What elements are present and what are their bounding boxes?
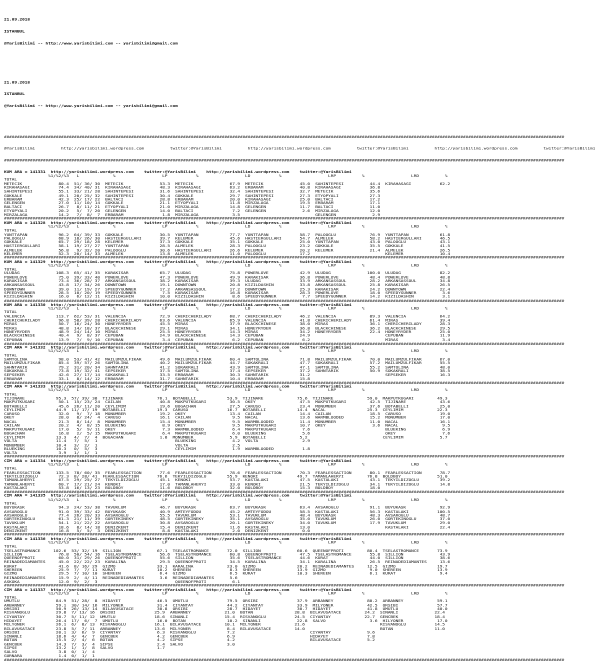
table-row: CEYLIMIM 44.9 11/ 17/ 19 BOTABELLI 19.3 CARUSO 16.7 BOTABELLI 14.4 NACAL 25.3 CEYLIMIM 22.3 (4, 408, 448, 413)
table-row: CEYLIMIM 13.3 4/ 7/ 4 BOGACHAN 1.8 MONUMBER 5.9 BOTABELLI 5.2 CEYLIMIM 5.7 (4, 436, 448, 440)
table-row: SALVO 3.8 0/ 1/ 4 (4, 650, 95, 655)
column-header: %1/%2/%3 L % LP % LD % LRP % LRD % (4, 463, 448, 468)
table-row: BLUEKING 10.3 0/ 5/ 3 CEYLIMIM 1.9 WARMBLOODED 1.8 (4, 447, 311, 452)
table-row: CARUSO 32.0 9/ 7/ 18 MONUMBER 19.2 OKEY 13.4 CAILAN 14.4 CAILAN 18.5 CARUSO 19.0 (4, 412, 451, 417)
table-row: POWERLOVE 75.0 39/ 33/ 40 POWERLOVE 47.3 POWERLOVE 49.9 KARAKISAR 36.8 POWERLOVE 48.4 POWERLOVE 48.8 (4, 276, 451, 280)
table-row: ARKANSASSOUL 43.8 17/ 34/ 26 DOWNTOWN 19.1 DOWNTOWN 20.8 KIZILDASHIN 33.8 ARKANSASSOUL 25.8 KARAKISAR 26.5 (4, 283, 451, 288)
table-row: TOTAL (4, 178, 17, 183)
table-row: PALOOGLU 68.9 18/ 26/ 30 HASTIERGULLARI 39.7 KELEMER 45.6 HASTIERGULLARI 54.7 ALMELEK 58.2 HASTIERGULLARI 46.5 (4, 237, 451, 241)
table-row: SINANLI 18.6 4/ 4/ 7 GENCBEK 4.2 GENCBEK 6.9 HIDAYET 7.8 (4, 635, 375, 639)
table-row: TOTAL (4, 268, 17, 273)
table-row: REINADEDIAMANTES 15.9 2/ 4/ 11 REINADEDIAMANTES 3.6 REINADEDIAMANTES 5.6 (4, 576, 238, 581)
race-list (4, 170, 565, 663)
column-header: %1/%2/%3 L % LP % LD % LRP % LRD % (4, 225, 448, 230)
race-block (4, 346, 565, 386)
table-row: SAMTOLINA 98.0 53/ 41/ 42 MAILUMZULFIKAR 49.6 MAILUMZULFIKAR 60.4 SAMTOLINA 71.8 MAILUMZULFIKAR 70.0 MAILUMZULFIKAR 67.0 (4, 358, 451, 362)
race-title: CIM ARA = 141332 http://yarisbilimi.wordpress.com twitter:@YarisBilimi http://yarisbilimi.wordpress.com twitter:@YarisBilimi (4, 346, 352, 351)
race-block (4, 385, 565, 460)
table-row: AVSAROGLU 91.0 39/ 33/ 42 BUYUKASK 40.9 AMTEYFODOU 45.2 AMTEYFODOU 58.5 KASTALAKI 56.3 KASTALAKI 100.5 (4, 510, 451, 514)
table-row: VOLTA 11.4 7/ 5/ 1 BLUEKING 4.2 VOLTA 2.9 (4, 440, 311, 444)
table-row: GURNARA 1.4 0/ 1/ 1 (4, 654, 95, 659)
rule-line: ######################################################################################################################################################################################################################## (4, 342, 565, 347)
table-row: BLACKCHINESE 40.4 9/ 8/ 37 CEPUBAN 24.9 BLACKCHINESE 14.3 CEPUBAN 24.9 CEPUBAN 11.9 (4, 334, 451, 339)
table-row: HIDAYET 26.4 17/ 6/ 7 UMUTLU 16.0 BOTAN 10.2 SINANLI 22.8 SALVO 3.6 HILYONER 17.0 (4, 619, 448, 624)
table-row: RISVANOGLU 29.8 7/ 13/ 16 ORSIBI 25.9 ARBANNEY 21.0 BOTAN 28.8 BILAVUSATACE 24.2 SINANLI 22.4 (4, 611, 445, 616)
table-row: MAKPUTKUGARI 50.1 15/ 23/ 24 CAILAN 40.8 MAKPUTKUGARI 30.5 OKEY 47.5 MAKPUTKUGARI 42.5 TIJINARE 43.6 (4, 401, 451, 405)
table-row: ORSIBI 20.1 3/ 6/ 9 CIYANTAY 6.3 RISVANOGLU 7.2 CIYANTAY 9.6 (4, 631, 375, 635)
table-row: GIZMO 29.5 7/ 10/ 10 SHEREEN 6.4 GIZMO 6.5 KURAT 10.3 SHEREEN 6.1 KURAT 9.4 (4, 572, 448, 577)
table-row: BOGACHAN 16.8 2/ 5/ 15 MAKPUTKUGARI 6.4 MAKPUTKUGARI 6.0 BLUEKING 5.6 OKEY 7.6 (4, 432, 451, 436)
table-row: TOTAL (4, 229, 17, 234)
table-row: BUYUKASK 94.3 24/ 53/ 38 TAVUKLUM 46.7 BUYUKASK 63.7 BUYUKASK 63.4 AVSAROGLU 91.1 BUYUKASK 92.9 (4, 506, 451, 511)
table-row: TEKYILDIZOGLU 72.3 8/ 28/ 41 FEARLESSACTION 76.6 TEKYILDIZOGLU 55.9 KENOKI 49.7 TAMANLAHERYI 76.8 BOLDBOY 51.0 (4, 475, 448, 479)
race-title: CIM ARA = 141333 http://yarisbilimi.wordpress.com twitter:@YarisBilimi http://yarisbilimi.wordpress.com twitter:@YarisBilimi (4, 385, 352, 390)
table-row: KIRAHASAGI 74.4 34/ 40/ 31 KIRAHASAGI 48.3 KIRAHASAGI 63.2 ERBARAM 40.8 KIRAHASAGI 36.8 (4, 186, 381, 191)
table-row: TSELASTROMANCE 102.6 53/ 32/ 19 SILLION 67.1 TSELASTROMANCE 72.0 SILLION 60.6 QUEENOFPROTI 80.4 TSELASTROMANCE 73.9 (4, 549, 448, 553)
table-row: TOTAL (4, 393, 17, 397)
header-credit: @YarisBilimi -- http://www.yarisbilimi.com -- yarisbilimi@gmail.com (4, 42, 178, 46)
rule-line: ######################################################################################################################################################################################################################## (4, 584, 565, 589)
table-row: MIRAS 48.8 14/ 18/ 37 BLACKCHINESE 29.1 MIRAS 34.1 HONEYRYDER 36.8 BLACKCHINESE 36.2 BLACKCHINESE 29.5 (4, 326, 451, 331)
table-row: HASTIERGULLARI 58.1 19/ 27/ 27 YUNTTAPAN 28.5 ALMELEK 28.3 PALOOGLU 23.2 GOKKALE 35.5 GOKKALE 41.5 (4, 244, 451, 249)
table-row: SOKAKRALI 73.8 19/ 32/ 41 SEPSEKER 37.5 SAMTOLINA 37.4 SEPSEKER 37.2 SAHNTARIK 50.9 SOKAKRALI 38.5 (4, 369, 451, 374)
rule-line: ######################################################################################################################################################################################################################## (4, 217, 565, 222)
column-header: %1/%2/%3 L % LP % LD % LRP % LRD % (4, 389, 448, 394)
table-row: KURAT 41.6 8/ 16/ 29 GIZMO 33.1 KARALINA 23.0 GIZMO 20.2 REINADEDIAMANTES 12.5 GIZMO 19.7 (4, 564, 448, 569)
table-row: REINADEDIAMANTES 45.0 22/ 22/ 23 KARALINA 29.5 QUEENOFPROTI 34.5 KARALINA 34.1 KARALINA 26.5 REINADEDIAMANTES 13.6 (4, 561, 451, 565)
table-row: BOTAN 15.5 2/ 4/ 6 BOTAN 4.2 SIPSE 4.2 BILAVUSATACE 5.2 (4, 639, 375, 643)
spacer (4, 62, 525, 66)
table-row: KIZILDASHIN 16.0 6/ 12/ 11 KIZILDASHIN 10.0 KIZILDASHIN 8.6 SPEEDYGUNNER 7.7 SPEEDYGUNNER 14.2 KIZILDASHIN 3.1 (4, 295, 451, 300)
table-row: MAKPUTKUGARI 17.0 5/ 9/ 11 OKEY 7.3 WARMBLOODED 6.4 MAKPUTKUGARI 7.6 BLUEKING 6.9 (4, 428, 451, 433)
table-row: BALTACI 26.7 8/ 11/ 21 ETYOPYALI 21.0 MIRZALAGA 14.8 GELENGEN 11.7 BALTACI 11.0 (4, 205, 381, 210)
table-row: SAHNTARIK 79.2 31/ 20/ 34 SAHNTARIK 41.2 SOKAKRALI 43.9 SAMTOLINA 47.1 SAMTOLINA 55.2 SAMTOLINA 48.0 (4, 365, 451, 370)
table-row: ARBANNEY 59.1 30/ 14/ 16 MILYONER 31.4 CIYANTAY 44.2 CIYANTAY 33.9 MILYONER 42.5 ORSIBI 57.7 (4, 603, 448, 608)
table-row: ASKOKA 12.0 9/ 2/ 3 QUEENOFPROTI 6.1 (4, 580, 240, 585)
table-row: OKEY 28.0 8/ 24/ 4 CARUSO 16.1 CAILAN 9.5 NACAL 13.6 WARMBLOODED 15.2 MONUMBER 17.0 (4, 416, 451, 421)
column-header: %1/%2/%3 L % LP % LD % LRP % LRD % (4, 350, 448, 354)
table-row: BILAVUSATACE 23.8 5/ 7/ 11 ARBANNEY 13.6 MILYONER 8.4 BILAVUSATACE 14.0 BOTAN 11.0 (4, 627, 445, 632)
table-row: UMUTLU 84.9 51/ 28/ 8 HIDAYET 46.5 UMUTLU 79.5 ORSIBI 37.9 ARBANNEY 80.2 ARBANNEY 59.1 (4, 600, 448, 604)
race-title: KUM ARA = 141329 http://yarisbilimi.wordpress.com twitter:@YarisBilimi http://yarisbilimi.wordpress.com twitter:@YarisBilimi (4, 260, 352, 265)
table-row: HONEYRYDER 48.9 24/ 14/ 10 MIRAS 25.5 HONEYRYDER 14.3 MIRAS 34.2 HONEYRYDER 22.4 HONEYRYDER 25.0 (4, 330, 451, 335)
race-title: CIM ARA = 141336 http://yarisbilimi.wordpress.com twitter:@YarisBilimi http://yarisbilimi.wordpress.com twitter:@YarisBilimi (4, 537, 352, 542)
table-row: KARAKISAR 73.4 36/ 28/ 37 ARKANSASSOUL 38.2 KARAKISAR 39.3 ULUDAG 33.9 ARKANSASSOUL 28.2 ARKANSASSOUL 34.8 (4, 280, 451, 284)
table-row: METECIK 80.4 51/ 36/ 30 METECIK 53.3 METECIK 67.9 METECIK 45.0 SAHINTEPESI 44.4 KIRAHASAGI 62.2 (4, 182, 451, 187)
table-row: TOTAL (4, 596, 17, 600)
table-row: VALENCIA 113.7 62/ 53/ 31 VALENCIA 72.9 CHERICHERILADY 68.7 CHERICHERILADY 46.2 VALENCIA 89.3 VALENCIA 64.2 (4, 315, 451, 319)
table-row: TIJINARE 95.3 57/ 39/ 38 TIJINARE 76.1 BOTABELLI 53.9 TIJINARE 75.6 TIJINARE 59.0 MAKPUTKUGARI 49.3 (4, 397, 448, 401)
race-block (4, 537, 565, 589)
table-row: SEPSEKER 42.6 27/ 17/ 14 SOKAKRALI 33.5 ERBARAM 30.3 SAHNTARIK 31.2 SEPSEKER 16.3 (4, 373, 451, 378)
table-row: KASTALAKI 18.6 8/ 14/ 18 DENIZKENT 15.4 DENIZKENT 11.6 KASTALAKI 13.0 KASTALAKI 22.4 (4, 525, 451, 530)
table-row: NACAL 21.3 8/ 14/ 8 MONUMBER 15.4 MONUMBER 9.5 WARMBLOODED 11.4 MONUMBER 11.0 NACAL 16.1 (4, 420, 451, 425)
table-row: GORTEKINOGLU 61.3 21/ 11/ 39 GORTEKINEKY 48.5 GORTEKINEKY 35.1 AVSAROGLU 35.0 TAVUKLUM 26.0 GORTEKINOGLU 37.0 (4, 518, 451, 522)
rule-line: ######################################################################################################################################################################################################################## (4, 490, 565, 495)
race-block (4, 459, 565, 495)
table-row: SIPSE 13.2 1/ 1/ 8 SALVO 1.7 (4, 646, 165, 651)
column-header: %1/%2/%3 L % LP % LD % LRP % LRD % (4, 307, 448, 312)
table-row: QUEENOFPROTI 60.0 31/ 29/ 26 QUEENOFPROTI 55.6 SILLION 35.6 TSELASTROMANCE 44.6 KURAT 44.0 SILLION 38.6 (4, 557, 451, 561)
race-block (4, 588, 565, 663)
table-row: ERBARAM 42.3 25/ 17/ 22 BALTACI 28.8 ERBARAM 20.0 KIRAHASAGI 25.0 BALTACI 17.2 (4, 198, 381, 202)
table-row: AVSAROGLU 77.4 26/ 20/ 33 AVSAROGLU 55.5 TAVUKLUM 53.1 TAVUKLUM 48.4 BUYUKASK 48.3 AVSAROGLU 48.7 (4, 514, 451, 518)
table-row: MAILUMZULFIKAR 85.4 39/ 57/ 26 SAMTOLINA 40.2 MAILUMZULFIKAR 44.7 SOKAKRALI 47.7 SOKAKRALI 57.2 MAILUMZULFIKAR 55.5 (4, 362, 451, 366)
table-row: TOTAL (4, 354, 17, 358)
table-row: ETYOPYALI 20.2 5/ 7/ 20 GELENGEN 14.0 BALTACI 7.2 GELENGEN 2.6 MIRZALAGA 12.0 (4, 209, 381, 214)
table-row: YUNTTAPAN 96.2 64/ 39/ 33 GOKKALE 30.5 YUNTTAPAN 77.7 YUNTTAPAN 58.7 PALOOGLU 76.9 YUNTTAPAN 61.8 (4, 233, 451, 237)
rule-line: ######################################################################################################################################################################################################################## (4, 455, 565, 460)
table-row: KELEMER 52.3 20/ 14/ 33 ALMELEK 13.8 ALMELEK 11.0 PALOOGLU 17.2 KELEMER 10.4 (4, 252, 451, 257)
table-row: KASTALAKI 53.8 16/ 13/ 23 BOLDBOY 11.6 BOLDBOY 32.0 BOLDBOY 15.3 BOLDBOY 18.0 (4, 486, 381, 491)
race-block (4, 221, 565, 261)
table-row: CHERICHERILADY 96.8 58/ 39/ 28 CHERICHERILADY 63.6 VALENCIA 65.9 VALENCIA 41.8 CHERICHERILADY 61.4 MIRAS 39.4 (4, 319, 451, 323)
race-title: KUM ARA = 141331 http://yarisbilimi.wordpress.com twitter:@YarisBilimi http://yarisbilimi.wordpress.com twitter:@YarisBilimi (4, 170, 352, 175)
rule-line: ######################################################################################################################################################################################################################## (4, 159, 565, 163)
column-header: %1/%2/%3 L % LP % LD % LRP % LRD % (4, 498, 448, 503)
table-row: TAMANLAHERYI 60.7 17/ 21/ 24 KENOKI 17.0 TAMANLAHERYI 33.0 KENOKI 21.5 TEKYILDIZOGLU 34.1 TEKYILDIZOGLU 14.8 (4, 482, 451, 487)
column-header: %1/%2/%3 L % LP % LD % LRP % LRD % (4, 264, 448, 269)
table-row: SPEEDYGUNNER 28.5 10/ 20/ 19 SPEEDYGUNNER 7.5 KARAKISAR 16.8 KARAKISAR 28.3 POWERLOVE 18.0 SPEEDYGUNNER 3.6 (4, 291, 451, 296)
table-row: BOTABELLI 45.6 26/ 11/ 20 CEYLIMIM 19.6 BOGACHAN 27.5 CARUSO 23.4 MONUMBER 37.6 BOTABELLI 25.0 (4, 404, 451, 409)
document-body (4, 3, 595, 666)
header-block (4, 73, 525, 116)
header-block (4, 11, 525, 54)
table-row: SAHINTEPESI 55.1 33/ 21/ 28 SAHINTEPESI 31.6 SAHINTEPESI 32.4 SAHINTEPESI 32.7 METECIK 35.6 (4, 190, 381, 194)
table-row: CIYANTAY 30.7 5/ 11/ 12 UMUTLU 18.6 SINANLI 15.4 RISVANOGLU 24.5 CIYANTAY 22.7 GENCBEK 18.4 (4, 615, 445, 620)
header-credit: @YarisBilimi -- http://www.yarisbilimi.com -- yarisbilimi@gmail.com (4, 104, 178, 109)
table-row: ULUDAG 108.3 65/ 41/ 35 KARAKISAR 65.7 ULUDAG 75.8 POWERLOVE 42.9 ULUDAG 100.0 ULUDAG 82.2 (4, 272, 451, 276)
table-row: VOLTA 3.9 1/ 1/ 1 (4, 451, 98, 456)
header-city: ISTANBUL (4, 30, 25, 34)
rule-line: ######################################################################################################################################################################################################################## (4, 299, 565, 304)
race-block (4, 303, 565, 347)
table-row: TOTAL (4, 545, 17, 550)
table-row: GOKKALE 65.7 29/ 18/ 28 KELEMER 37.3 GOKKALE 35.1 GOKKALE 25.0 YUNTTAPAN 43.0 PALOOGLU 43.1 (4, 241, 451, 245)
rule-line: ######################################################################################################################################################################################################################## (4, 533, 565, 538)
race-title: KUM ARA = 141330 http://yarisbilimi.wordpress.com twitter:@YarisBilimi http://yarisbilimi.wordpress.com twitter:@YarisBilimi (4, 303, 352, 308)
table-row: SHEREEN 25.9 7/ 7/ 11 KURAT 10.2 SHEREEN 8.3 SHEREEN 13.9 GIZMO 9.0 SHEREEN 13.9 (4, 568, 448, 573)
column-header: %1/%2/%3 L % LP % LD % LRP % LRD % (4, 592, 448, 596)
table-row: SILLION 76.8 50/ 54/ 16 TSELASTROMANCE 56.6 TSELASTROMANCE 60.8 QUEENOFPROTI 47.5 TSELASTROMANCE 55.8 SILLION 43.9 (4, 553, 451, 557)
race-block (4, 170, 565, 222)
table-row: MIRAS 50.7 16/ 24/ 30 HONEYRYDER 45.5 MIRAS 37.9 BLACKCHINESE 38.0 MIRAS 36.1 CHERICHERILADY 28.3 (4, 322, 451, 327)
spacer (4, 124, 525, 128)
rule-line: ######################################################################################################################################################################################################################## (4, 135, 565, 140)
table-row: DOWNTOWN 39.0 11/ 19/ 27 SPEEDYGUNNER 17.2 ARKANSASSOUL 17.2 DOWNTOWN 25.3 KARAKISAR 24.2 DOWNTOWN 22.4 (4, 287, 451, 292)
table-row: FEARLESSACTION 133.5 78/ 60/ 35 FEARLESSACTION 77.6 FEARLESSACTION 78.6 FEARLESSACTION 70.3 FEARLESSACTION 80.1 FEARLESSACTION 78.7 (4, 471, 451, 475)
table-row: TOTAL (4, 502, 17, 507)
rule-line: ######################################################################################################################################################################################################################## (4, 658, 565, 663)
race-block (4, 260, 565, 304)
table-row: ALMELEK 56.8 9/ 32/ 20 PALOOGLU 30.6 HASTIERGULLARI 26.6 KELEMER 20.2 KELEMER 21.4 ALMELEK 26.5 (4, 248, 451, 253)
rule-line: ######################################################################################################################################################################################################################## (4, 381, 565, 386)
table-row: CEPUBAN 13.9 7/ 9/ 10 CEPUBAN 3.4 CEPUBAN 6.2 CEPUBAN 6.2 MIRAS 3.4 (4, 338, 451, 343)
header-date: 21.09.2018 (4, 81, 30, 85)
race-title: CIM ARA = 141335 http://yarisbilimi.wordpress.com twitter:@YarisBilimi http://yarisbilimi.wordpress.com twitter:@YarisBilimi (4, 494, 352, 499)
table-row: GENCBEK 14.3 7/ 3/ 4 SIPSE 2.4 SALVO 3.0 (4, 642, 235, 647)
section-banner: @YarisBilimi http://yarisbilimi.wordpress.com twitter:@YarisBilimi http://yarisbilimi.wordpress.com twitter:@YarisBilimi http://yarisbilimi.wordpress.com twitter:@YarisBilimi (4, 147, 595, 152)
header-city: ISTANBUL (4, 92, 25, 97)
table-row: TOTAL (4, 467, 17, 472)
table-row: CAILAN 20.2 4/ 8/ 15 BLUEKING 8.9 OKEY 9.5 MAKPUTKUGARI 10.7 OKEY 3.6 NACAL 9.5 (4, 424, 451, 429)
table-row: ORSIBI 50.9 26/ 13/ 14 BILAVUSATACE 30.8 ORSIBI 28.7 HIDAYET 30.7 HIDAYET 41.8 UMUTLU 40.0 (4, 607, 448, 612)
rule-line: ######################################################################################################################################################################################################################## (4, 256, 565, 261)
table-row: GOKKALE 49.1 20/ 25/ 32 SAHINTEPESI 30.4 GOKKALE 29.7 SAHINTEPESI 27.3 ETYOPYALI 27.3 (4, 194, 381, 198)
column-header: %1/%2/%3 L % LP % LD % LRP % LRD % (4, 174, 448, 179)
table-row: MILYONER 26.1 6/ 8/ 13 RISVANOGLU 16.1 BILAVUSATACE 10.1 MILYONER 21.6 RISVANOGLU 14.5 (4, 623, 445, 628)
table-row: DENIZKENT 16.8 5/ 5/ 3 DENIZKENT 8.8 KASTALAKI 2.0 DENIZKENT 0.0 (4, 529, 311, 534)
column-header: %1/%2/%3 L % LP % LD % LRP % LRD % (4, 541, 448, 546)
table-row: GELENGEN 27.0 11/ 10/ 14 GOKKALE 21.1 ETYOPYALI 11.8 MIRZALAGA 19.5 ERBARAM 17.1 (4, 202, 381, 206)
race-block (4, 494, 565, 538)
table-row: MONUMBER 10.4 3/ 2/ 1 VOLTA 2.5 (4, 443, 240, 448)
race-title: CIM ARA = 141337 http://yarisbilimi.wordpress.com twitter:@YarisBilimi http://yarisbilimi.wordpress.com twitter:@YarisBilimi (4, 588, 352, 593)
race-title: KUM ARA = 141328 http://yarisbilimi.wordpress.com twitter:@YarisBilimi http://yarisbilimi.wordpress.com twitter:@YarisBilimi (4, 221, 352, 226)
table-row: TAVUKLUM 54.1 21/ 22/ 22 AVSAROGLU 30.8 AVSAROGLU 20.1 GORTEKINEKY 34.0 TAVUKLUM 17.9 TAVUKLUM 29.0 (4, 521, 451, 526)
header-date: 21.09.2018 (4, 18, 30, 23)
race-title: CIM ARA = 141334 http://yarisbilimi.wordpress.com twitter:@YarisBilimi http://yarisbilimi.wordpress.com twitter:@YarisBilimi (4, 459, 352, 464)
table-row: MIRZALAGA 14.2 7/ 8/ 7 ERBARAM 1.8 MIRZALAGA 3.5 GELENGEN 2.9 (4, 213, 381, 218)
table-row: TAMANLAHERYI 67.5 29/ 25/ 27 TEKYILDIZOGLU 45.1 KENOKI 53.7 KASTALAKI 47.5 KASTALAKI 43.1 TEKYILDIZOGLU 39.2 (4, 479, 451, 483)
table-row: ERBARAM 33.1 8/ 14/ 12 ERBARAM 31.7 SAHNTARIK 10.4 ERBARAM 15.8 (4, 377, 311, 382)
table-row: TOTAL (4, 311, 17, 315)
